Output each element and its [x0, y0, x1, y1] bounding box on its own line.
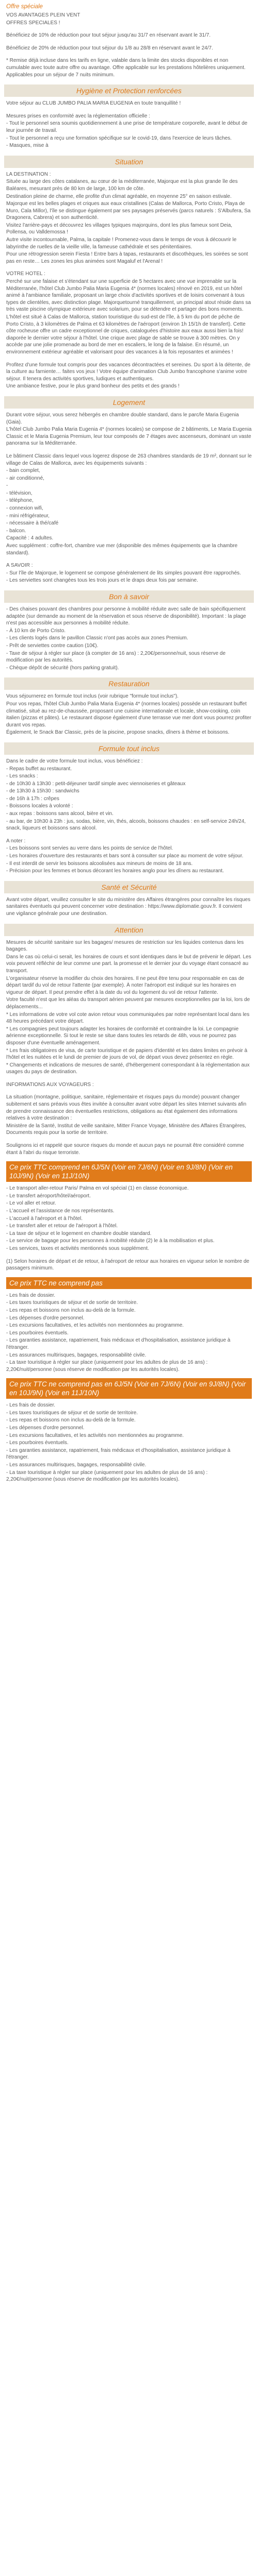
text-line: - Les frais de dossier. — [6, 1402, 56, 1409]
hygiene-title: Hygiène et Protection renforcées — [4, 84, 254, 97]
text-line — [6, 557, 252, 562]
offre-section — [6, 3, 252, 78]
text-line: - Les snacks : — [6, 773, 38, 779]
text-line: - Le transfert aéroport/hôtel/aéroport. — [6, 1193, 91, 1199]
text-line: Située au large des côtes catalanes, au cœur de la méditerranée, Majorque est la plus grande île des Baléares, mesurant près de 80 km de large, 100 km de côte. — [6, 179, 238, 192]
situation-body — [6, 171, 252, 390]
text-line: - de 16h à 17h : crêpes — [6, 795, 59, 802]
text-line: - Les pourboires éventuels. — [6, 1330, 69, 1336]
text-line: VOTRE HOTEL : — [6, 271, 45, 277]
text-line: - Les taxes touristiques de séjour et de sortie de territoire. — [6, 1300, 138, 1306]
text-line: Autre visite incontournable, Palma, la capitale ! Promenez-vous dans le temps de vous à découvrir le labyrinthe de ruelles de la vieille ville, la fameuse cathédrale et ses pénitentiaires. — [6, 237, 237, 250]
text-line: - au bar, de 10h30 à 23h : jus, sodas, bière, vin, thés, alcools, boissons chaudes : en self-service 24h/24, snack, liqueurs et boissons sans alcool. — [6, 818, 246, 832]
text-line: Capacité : 4 adultes. — [6, 535, 54, 541]
text-line: - Les assurances multirisques, bagages, responsabilité civile. — [6, 1352, 147, 1358]
text-line: Votre séjour au CLUB JUMBO PALIA MARIA EUGENIA en toute tranquillité ! — [6, 100, 181, 107]
text-line: * Changements et indications de mesures de santé, d'hébergement correspondant à la réglementation aux usages du pays de destination. — [6, 1062, 250, 1075]
text-line: - Chèque dépôt de sécurité (hors parking gratuit). — [6, 665, 119, 671]
text-line: - Tout le personnel a reçu une formation spécifique sur le covid-19, dans l'exercice de leurs tâches. — [6, 135, 232, 141]
text-line: - mini réfrigérateur, — [6, 513, 50, 519]
text-line: - téléphone, — [6, 498, 34, 504]
formule-body — [6, 758, 252, 875]
text-line: - Repas buffet au restaurant. — [6, 766, 72, 772]
text-line: - Les frais de dossier. — [6, 1292, 56, 1298]
text-line — [6, 1089, 252, 1094]
attention-title: Attention — [4, 924, 254, 936]
text-line: - La taxe touristique à régler sur place (uniquement pour les adultes de plus de 16 ans) : 2,20€/nuit/personne (sous réserve de modification par les autorités locales). — [6, 1360, 208, 1372]
text-line: LA DESTINATION : — [6, 171, 51, 177]
text-line: - balcon. — [6, 528, 26, 534]
ne-comprend-title: Ce prix TTC ne comprend pas — [6, 1277, 252, 1289]
text-line: La situation (montagne, politique, sanitaire, réglementaire et risques pays du monde) pouvant changer subitement et sans préavis vous êtes invitée à consulter avant votre départ les sites Internet suivants afin de prendre connaissance des éventuelles restrictions, obligations au état également des informations relatives à votre destination : — [6, 1094, 247, 1122]
restauration-title: Restauration — [4, 677, 254, 690]
text-line: - Prêt de serviettes contre caution (10€). — [6, 642, 99, 649]
ne-comprend-body — [6, 1292, 252, 1374]
prix-ttc-body — [6, 1185, 252, 1272]
text-line: OFFRES SPECIALES ! — [6, 20, 60, 26]
text-line: - Les repas et boissons non inclus au-delà de la formule. — [6, 1307, 136, 1313]
text-line: - Les excursions facultatives, et les activités non mentionnées au programme. — [6, 1432, 184, 1438]
text-line: - bain complet, — [6, 468, 40, 474]
text-line: - Les serviettes sont changées tous les trois jours et le draps deux fois par semaine. — [6, 578, 198, 584]
text-line: Majorque est les belles plages et criques aux eaux cristallines (Calas de Mallorca, Porto Cristo, Playa de Muro, Cala Millor), l'île se distingue également par ses paysages préservés (parcs naturels : S'Albufera, Sa Dragonera, Cabrera) et son authenticité. — [6, 201, 251, 221]
text-line: - Le transport aller-retour Paris/ Palma en vol spécial (1) en classe économique. — [6, 1185, 189, 1192]
logement-body — [6, 412, 252, 584]
text-line: - L'accueil et l'assistance de nos représentants. — [6, 1208, 115, 1214]
text-line: * Remise déjà incluse dans les tarifs en ligne, valable dans la limite des stocks disponibles et non cumulable avec toute autre offre ou avantage. Offre applicable sur les prestations hôtelières uniquement. Applicables pour un séjour de 7 nuits minimum. — [6, 58, 246, 78]
text-line: - connexion wifi, — [6, 505, 43, 512]
text-line: - Les repas et boissons non inclus au-delà de la formule. — [6, 1417, 136, 1423]
text-line: Bénéficiez de 20% de réduction pour tout séjour du 1/8 au 28/8 en réservant avant le 24/7. — [6, 45, 213, 51]
text-line — [6, 40, 252, 45]
text-line: - L'accueil à l'aéroport et à l'hôtel. — [6, 1215, 83, 1222]
text-line: Mesures de sécurité sanitaire sur les bagages/ mesures de restriction sur les liquides contenus dans les bagages. — [6, 939, 244, 953]
text-line: Bénéficiez de 10% de réduction pour tout séjour jusqu'au 31/7 en réservant avant le 31/7. — [6, 32, 211, 39]
text-line: Pour une rétrogression serein Fiesta ! Entre bars à tapas, restaurants et discothèques, les soirées se sont pas en reste… Les zones les plus animées sont Magaluf et l'Arenal ! — [6, 251, 248, 264]
text-line — [6, 1137, 252, 1142]
text-line: - Les pourboires éventuels. — [6, 1440, 69, 1446]
sante-body — [6, 896, 252, 918]
text-line: - Précision pour les femmes et bonus décorant les horaires anglo pour les dîners au restaurant. — [6, 868, 224, 874]
text-line: Vous séjournerez en formule tout inclus (voir rubrique "formule tout inclus"). — [6, 693, 179, 700]
text-line: Pour vos repas, l'hôtel Club Jumbo Palia Maria Eugenia 4* (normes locales) possède un restaurant buffet climatisé, situé au rez-de-chaussée, proposant une cuisine internationale et locale, show-cooking, coin italien (pizzas et pâtes). Le restaurant dispose également d'une terrasse vue mer dont vous pourrez profiter durant vos repas. — [6, 701, 251, 728]
text-line — [6, 108, 252, 113]
text-line — [6, 448, 252, 453]
text-line: * Les frais obligatoires de visa, de carte touristique et de papiers d'identité et les dates limites en prévoir à l'hôtel et les nuitées et le lundi de premier de jours de vol, de départ vous devez présentez en règle. — [6, 1047, 248, 1061]
text-line: - Le vol aller et retour. — [6, 1200, 56, 1207]
text-line: - air conditionné, — [6, 475, 44, 481]
text-line: Dans le cadre de votre formule tout inclus, vous bénéficiez : — [6, 758, 143, 764]
text-line: - Les taxes touristiques de séjour et de sortie de territoire. — [6, 1410, 138, 1416]
text-line: - Les garanties assistance, rapatriement, frais médicaux et d'hospitalisation, assistance juridique à l'étranger. — [6, 1337, 231, 1350]
text-line — [6, 265, 252, 270]
text-line: Avant votre départ, veuillez consulter le site du ministère des Affaires étrangères pour connaître les risques sanitaires éventuels qui peuvent concerner votre destination : https://www.diplomatie.gouv.fr. Il convient une vigilance générale pour une destination. — [6, 896, 251, 917]
text-line: - Sur l'île de Majorque, le logement se compose généralement de lits simples pouvant être rapprochés. — [6, 570, 241, 576]
text-line: A noter : — [6, 838, 26, 844]
text-line: Durant votre séjour, vous serez hébergés en chambre double standard, dans le parc/le Maria Eugenia (Gaia). — [6, 412, 239, 425]
text-line: - télévision, — [6, 490, 33, 496]
text-line: VOS AVANTAGES PLEIN VENT — [6, 12, 80, 18]
sante-title: Santé et Sécurité — [4, 881, 254, 893]
text-line — [6, 357, 252, 362]
text-line: Également, le Snack Bar Classic, près de la piscine, propose snacks, dîners à thème et boissons. — [6, 730, 230, 736]
text-line: - Les assurances multirisques, bagages, responsabilité civile. — [6, 1462, 147, 1468]
text-line: Profitez d'une formule tout compris pour des vacances décontractées et sereines. Du sport à la détente, de la culture au farniente… faites vos jeux ! Votre équipe d'animation Club Jumbo francophone s'anime votre séjour. Il tenera des activités sportives, ludiques et authentiques. — [6, 362, 251, 382]
text-line: Le bâtiment Classic dans lequel vous logerez dispose de 263 chambres standards de 19 m², donnant sur le village de Calas de Mallorca, avec les équipements suivants : — [6, 453, 252, 466]
bon-savoir-title: Bon à savoir — [4, 590, 254, 603]
text-line: Visitez l'arrière-pays et découvrez les villages typiques majorquins, dont les plus fameux sont Deia, Pollensa, ou Valldemossa ! — [6, 222, 233, 235]
text-line: - Les horaires d'ouverture des restaurants et bars sont à consulter sur place au moment de votre séjour. — [6, 853, 244, 859]
text-line: - Il est interdit de servir les boissons alcoolisées aux mineurs de moins de 18 ans. — [6, 860, 193, 867]
text-line: Soulignons ici et rappelé que source risques du monde et aucun pays ne pourrait être considéré comme étant à l'abri du risque terroriste. — [6, 1143, 244, 1156]
text-line: Une ambiance festive, pour le plus grand bonheur des petits et des grands ! — [6, 383, 180, 389]
text-line: - nécessaire à thé/café — [6, 520, 59, 527]
text-line: - Les clients logés dans le pavillon Classic n'ont pas accès aux zones Premium. — [6, 635, 188, 641]
text-line: - de 10h30 à 13h30 : petit-déjeuner tardif simple avec viennoiseries et gâteaux — [6, 781, 186, 787]
text-line: - Les boissons sont servies au verre dans les points de service de l'hôtel. — [6, 845, 173, 852]
prix-ttc-2-title: Ce prix TTC ne comprend pas en 6J/5N (Voir en 7J/6N) (Voir en 9J/8N) (Voir en 10J/9N) (Voir en 11J/10N) — [6, 1378, 252, 1399]
prix-ttc-title: Ce prix TTC comprend en 6J/5N (Voir en 7J/6N) (Voir en 9J/8N) (Voir en 10J/9N) (Voir en 11J/10N) — [6, 1161, 252, 1182]
text-line: L'hôtel est situé à Calas de Mallorca, station touristique du sud-est de l'île, à 5 km du port de pêche de Porto Cristo, à 3 kilomètres de Palma et 63 kilomètres de l'aéroport (environ 1h 15/1h de transfert). Cette côte rocheuse offre un cadre exceptionnel de criques, cataloguées d'histoire aux eaux aussi bien la fois! diaporée le dernier votre séjour à l'hôtel. Une crique avec plage de sable se trouve à 300 mètres. On y accède par une jolie promenade au bord de mer en escaliers, le long de la falaise. En résumé, un environnement extérieur agréable et valorisant pour des vacances à la fois reposantes et animées ! — [6, 314, 246, 355]
text-line: - — [6, 483, 8, 489]
bon-savoir-body — [6, 606, 252, 671]
text-line: - Le transfert aller et retour de l'aéroport à l'hôtel. — [6, 1223, 118, 1229]
text-line: - La taxe de séjour et le logement en chambre double standard. — [6, 1230, 152, 1236]
text-line: - de 13h30 à 15h30 : sandwichs — [6, 788, 79, 794]
text-line: (1) Selon horaires de départ et de retour, à l'aéroport de retour aux horaires en vigueur selon le nombre de passagers minimum. — [6, 1258, 250, 1272]
text-line: Mesures prises en conformité avec la réglementation officielle : — [6, 113, 150, 119]
text-line: Perché sur une falaise et s'étendant sur une superficie de 5 hectares avec une vue imprenable sur la Méditerranée, l'hôtel Club Jumbo Palia Maria Eugenia 4* (normes locales) rénové en 2019, est un hôtel animé à l'ambiance familiale, proposant un large choix d'activités sportives et de loisirs convenant à tous types de clientèles, avec distinction plage. Majorquetourné tranquillement, un principal atout réside dans sa très vaste piscine olympique extérieure avec solarium, pour se détendre et partager des bons moments. — [6, 279, 251, 313]
text-line: - Taxe de séjour à régler sur place (à compter de 16 ans) : 2,20€/personne/nuit, sous réserve de modification par les autorités. — [6, 650, 226, 664]
text-line: - Les dépenses d'ordre personnel. — [6, 1315, 85, 1321]
offre-title: Offre spéciale — [6, 4, 43, 10]
situation-title: Situation — [4, 156, 254, 168]
attention-body — [6, 939, 252, 1157]
restauration-body — [6, 693, 252, 736]
offre-body — [6, 12, 252, 78]
text-line: - Les dépenses d'ordre personnel. — [6, 1425, 85, 1431]
text-line: Votre faculté n'est que les aléas du transport aérien peuvent par mesures exceptionnelles par la loi, lors de déplacements... — [6, 997, 250, 1010]
text-line — [6, 1253, 252, 1258]
text-line — [6, 1076, 252, 1081]
prix-ttc-2-body — [6, 1402, 252, 1483]
logement-title: Logement — [4, 396, 254, 409]
text-line: - Boissons locales à volonté : — [6, 803, 73, 809]
text-line: Destination pleine de charme, elle profite d'un climat agréable, en moyenne 25° en saison estivale. — [6, 193, 232, 199]
text-line: INFORMATIONS AUX VOYAGEURS : — [6, 1081, 94, 1088]
text-line: - Tout le personnel sera soumis quotidiennement à une prise de température corporelle, avant le début de leur journée de travail. — [6, 121, 248, 133]
text-line: Dans le cas où celui-ci serait, les horaires de cours et sont identiques dans le but de prévenir le départ. Les voix peuvent réfléchir de leur comme une part. la promesse et le dernier jour du voyage étant consacré au transport. — [6, 954, 251, 974]
text-line: L'organisateur réserve la modifier du choix des horaires. Il ne peut être tenu pour responsable en cas de départ tardif du vol de retour l'attente (par exemple). À noter l'aéroport est indiqué sur les horaires en vigueur de départ. Il peut prendre effet à la date du vol du logement du vol de retour l'attente. — [6, 975, 245, 995]
text-line: - Masques, mise à — [6, 143, 49, 149]
text-line: - aux repas : boissons sans alcool, bière et vin. — [6, 811, 114, 817]
text-line: A SAVOIR : — [6, 563, 33, 569]
text-line — [6, 52, 252, 57]
text-line — [6, 27, 252, 32]
text-line: Avec supplément : coffre-fort, chambre vue mer (disponible des mêmes équipements que la chambre standard). — [6, 543, 238, 556]
text-line: - À 10 km de Porto Cristo. — [6, 628, 66, 634]
text-line: * Les compagnies peut toujours adapter les horaires de conformité et contraindre la loi. Le compagnie aérienne exceptionnelle. Si tout le reste se situe dans toutes les retards de 48h, vous ne pourrez pas disposer d'une éventuelle aménagement. — [6, 1026, 239, 1046]
text-line: - Les excursions facultatives, et les activités non mentionnées au programme. — [6, 1323, 184, 1329]
text-line: * Les informations de votre vol cote avion retour vous communiquées par notre représentant local dans les 48 heures précédant votre départ. — [6, 1011, 250, 1025]
text-line — [6, 833, 252, 838]
text-line: - Le service de bagage pour les personnes à mobilité réduite (2) le à la mobilisation et plus. — [6, 1238, 215, 1244]
text-line: Ministère de la Santé, Institut de veille sanitaire, Mitter France Voyage, Ministère des Affaires Étrangères, Documents requis pour la sortie de territoire. — [6, 1123, 247, 1136]
formule-title: Formule tout inclus — [4, 742, 254, 755]
text-line: L'hôtel Club Jumbo Palia Maria Eugenia 4* (normes locales) se compose de 2 bâtiments, Le Maria Eugenia Classic et le Maria Eugenia Premium, leur tour composés de 7 étages avec ascenseurs, dominant un vaste panorama sur la Méditerranée. — [6, 427, 252, 447]
text-line: - La taxe touristique à régler sur place (uniquement pour les adultes de plus de 16 ans) : 2,20€/nuit/personne (sous réserve de modification par les autorités locales). — [6, 1469, 208, 1483]
text-line: - Les garanties assistance, rapatriement, frais médicaux et d'hospitalisation, assistance juridique à l'étranger. — [6, 1447, 231, 1461]
text-line: - Les services, taxes et activités mentionnés sous supplément. — [6, 1245, 149, 1251]
text-line: - Des chaises pouvant des chambres pour personne à mobilité réduite avec salle de bain spécifiquement adaptée (sur demande au moment de la réservation et sous réserve de disponibilité). Important : la plage n'est pas accessible aux personnes à mobilité réduite. — [6, 606, 246, 626]
hygiene-body — [6, 100, 252, 149]
